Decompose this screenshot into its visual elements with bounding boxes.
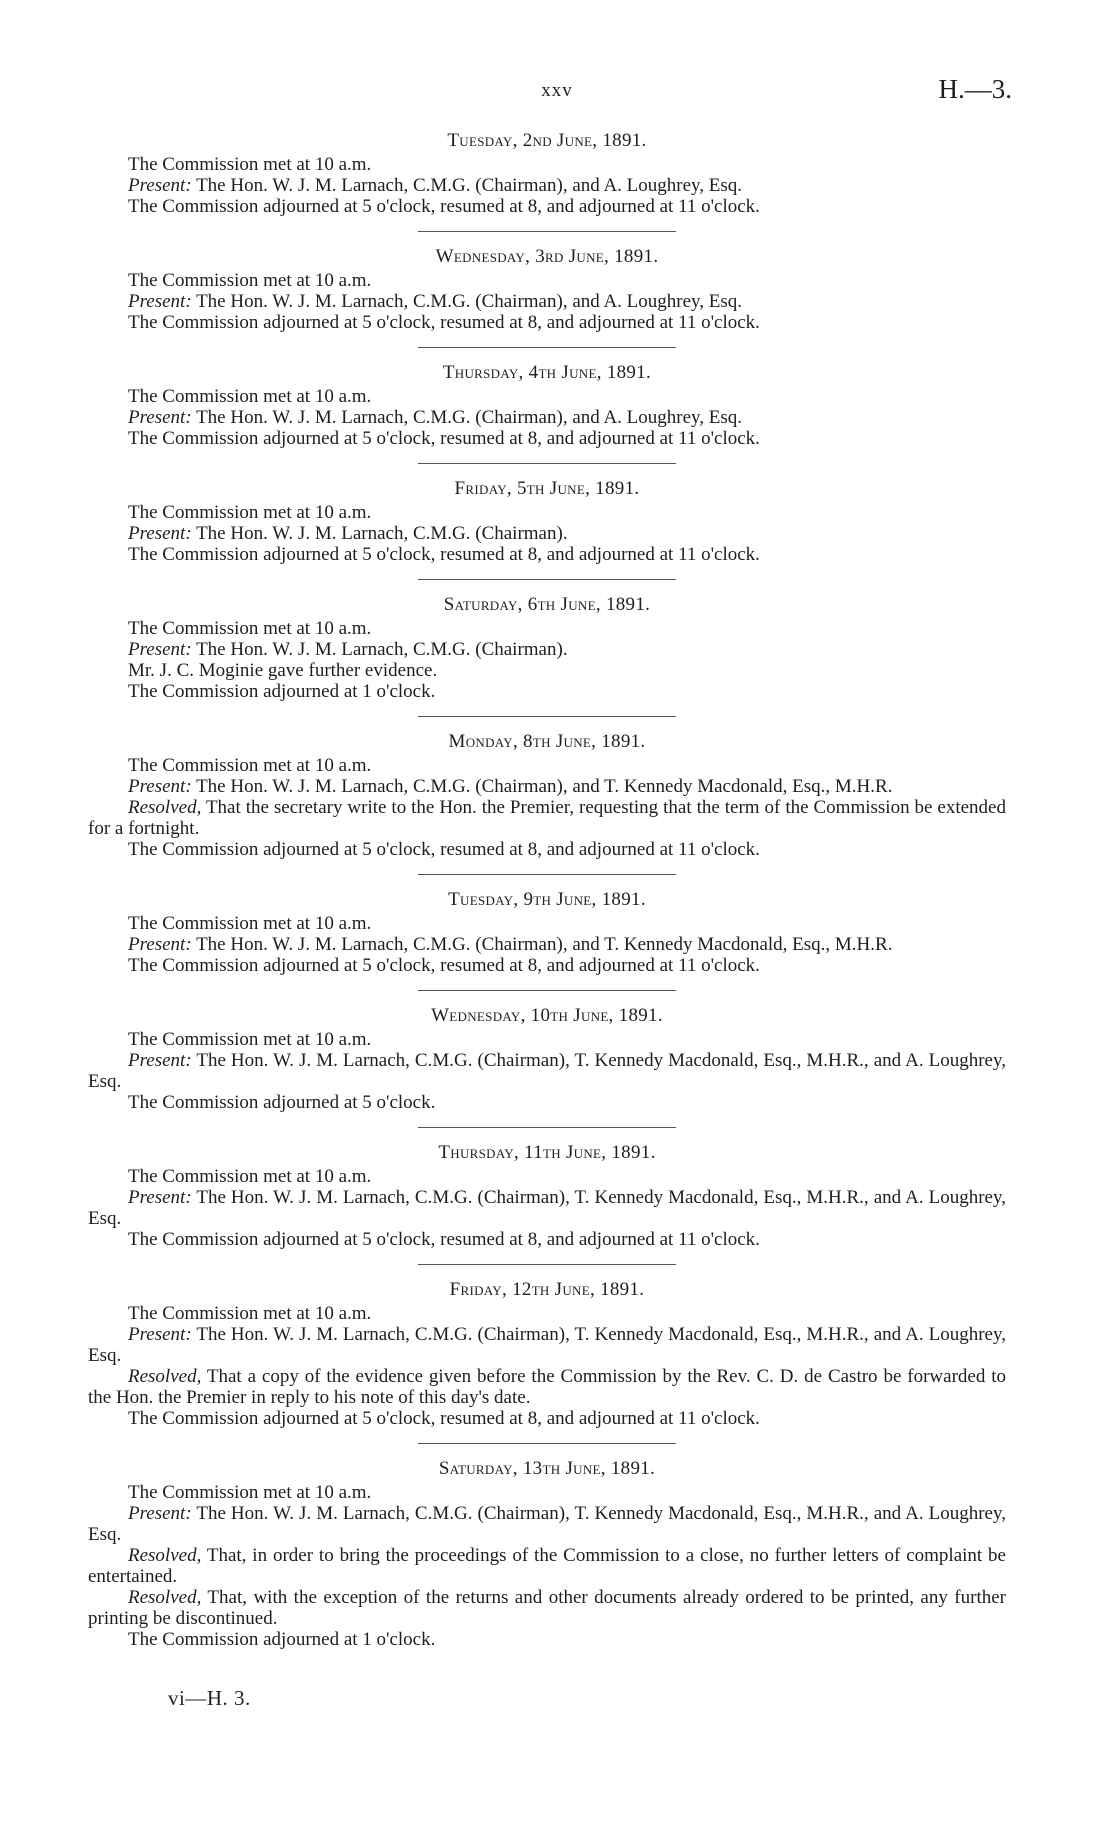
paragraph-text: The Commission met at 10 a.m. xyxy=(128,502,372,523)
paragraph-text: The Commission adjourned at 5 o'clock, resumed at 8, and adjourned at 11 o'clock. xyxy=(128,196,760,217)
paragraph-text: The Commission adjourned at 5 o'clock, resumed at 8, and adjourned at 11 o'clock. xyxy=(128,312,760,333)
paragraph-label: Resolved, xyxy=(128,797,202,818)
paragraph-label: Present: xyxy=(128,523,192,544)
minute-paragraph xyxy=(88,913,1006,934)
paragraph-text: The Hon. W. J. M. Larnach, C.M.G. (Chairman), T. Kennedy Macdonald, Esq., M.H.R., and A. Loughrey, Esq. xyxy=(88,1324,1006,1366)
meeting-date-heading: Thursday, 11th June, 1891. xyxy=(438,1142,656,1163)
minute-paragraph xyxy=(88,1029,1006,1050)
section-divider xyxy=(418,1264,676,1265)
meeting-entry xyxy=(88,1458,1006,1650)
paragraph-text: The Commission met at 10 a.m. xyxy=(128,618,372,639)
meeting-entry xyxy=(88,478,1006,565)
minute-paragraph xyxy=(88,270,1006,291)
minute-paragraph xyxy=(88,1482,1006,1503)
section-divider xyxy=(418,1127,676,1128)
paragraph-text: The Commission adjourned at 5 o'clock, resumed at 8, and adjourned at 11 o'clock. xyxy=(128,839,760,860)
minute-paragraph xyxy=(88,502,1006,523)
paragraph-text: The Commission adjourned at 5 o'clock, resumed at 8, and adjourned at 11 o'clock. xyxy=(128,955,760,976)
paragraph-label: Resolved, xyxy=(128,1587,202,1608)
meeting-date-heading: Tuesday, 2nd June, 1891. xyxy=(447,130,647,151)
paragraph-text: The Commission met at 10 a.m. xyxy=(128,386,372,407)
paragraph-text: The Hon. W. J. M. Larnach, C.M.G. (Chairman). xyxy=(191,639,568,660)
paragraph-text: That the secretary write to the Hon. the Premier, requesting that the term of the Commission be extended for a fortnight. xyxy=(88,797,1006,839)
paragraph-text: The Hon. W. J. M. Larnach, C.M.G. (Chairman), and A. Loughrey, Esq. xyxy=(191,407,743,428)
paragraph-text: The Hon. W. J. M. Larnach, C.M.G. (Chairman). xyxy=(191,523,568,544)
minute-paragraph xyxy=(88,544,1006,565)
paragraph-text: The Commission met at 10 a.m. xyxy=(128,1482,372,1503)
paragraph-text: The Hon. W. J. M. Larnach, C.M.G. (Chairman), and A. Loughrey, Esq. xyxy=(191,291,743,312)
minute-paragraph xyxy=(88,1587,1006,1629)
paragraph-label: Present: xyxy=(128,291,192,312)
meeting-entry xyxy=(88,594,1006,702)
meeting-date-heading: Thursday, 4th June, 1891. xyxy=(442,362,652,383)
minute-paragraph xyxy=(88,1303,1006,1324)
paragraph-text: The Commission met at 10 a.m. xyxy=(128,154,372,175)
meeting-entry xyxy=(88,130,1006,217)
meeting-entry xyxy=(88,1142,1006,1250)
sheet-signature: vi—H. 3. xyxy=(168,1686,251,1710)
paragraph-text: The Commission met at 10 a.m. xyxy=(128,270,372,291)
minute-paragraph xyxy=(88,175,1006,196)
paragraph-text: The Commission met at 10 a.m. xyxy=(128,1303,372,1324)
minute-paragraph xyxy=(88,428,1006,449)
minute-paragraph xyxy=(88,639,1006,660)
paragraph-text: The Hon. W. J. M. Larnach, C.M.G. (Chairman), T. Kennedy Macdonald, Esq., M.H.R., and A. Loughrey, Esq. xyxy=(88,1050,1006,1092)
paragraph-text: That a copy of the evidence given before the Commission by the Rev. C. D. de Castro be forwarded to the Hon. the Premier in reply to his note of this day's date. xyxy=(88,1366,1006,1408)
paragraph-label: Present: xyxy=(128,1324,192,1345)
minute-paragraph xyxy=(88,407,1006,428)
paragraph-text: The Hon. W. J. M. Larnach, C.M.G. (Chairman), and T. Kennedy Macdonald, Esq., M.H.R. xyxy=(191,934,893,955)
paragraph-text: The Commission adjourned at 5 o'clock, resumed at 8, and adjourned at 11 o'clock. xyxy=(128,544,760,565)
paragraph-text: The Commission adjourned at 1 o'clock. xyxy=(128,681,436,702)
meeting-entry xyxy=(88,246,1006,333)
section-divider xyxy=(418,347,676,348)
minute-paragraph xyxy=(88,1629,1006,1650)
paragraph-text: The Commission met at 10 a.m. xyxy=(128,1029,372,1050)
minute-paragraph xyxy=(88,196,1006,217)
meeting-entry xyxy=(88,362,1006,449)
meeting-entry xyxy=(88,889,1006,976)
meeting-date-heading: Wednesday, 3rd June, 1891. xyxy=(435,246,659,267)
minute-paragraph xyxy=(88,660,1006,681)
paragraph-text: The Commission met at 10 a.m. xyxy=(128,755,372,776)
paragraph-text: The Hon. W. J. M. Larnach, C.M.G. (Chairman), T. Kennedy Macdonald, Esq., M.H.R., and A. Loughrey, Esq. xyxy=(88,1503,1006,1545)
paragraph-text: Mr. J. C. Moginie gave further evidence. xyxy=(128,660,438,681)
minute-paragraph xyxy=(88,776,1006,797)
meeting-entry xyxy=(88,731,1006,860)
section-divider xyxy=(418,990,676,991)
minute-paragraph xyxy=(88,1408,1006,1429)
paragraph-text: The Hon. W. J. M. Larnach, C.M.G. (Chairman), T. Kennedy Macdonald, Esq., M.H.R., and A. Loughrey, Esq. xyxy=(88,1187,1006,1229)
document-reference: H.—3. xyxy=(938,74,1012,104)
paragraph-label: Present: xyxy=(128,776,192,797)
minutes-body xyxy=(88,130,1006,1650)
paragraph-label: Present: xyxy=(128,934,192,955)
paragraph-text: The Hon. W. J. M. Larnach, C.M.G. (Chairman), and A. Loughrey, Esq. xyxy=(191,175,743,196)
paragraph-label: Present: xyxy=(128,1187,192,1208)
meeting-entry xyxy=(88,1279,1006,1429)
minute-paragraph xyxy=(88,291,1006,312)
minute-paragraph xyxy=(88,1324,1006,1366)
paragraph-text: The Commission adjourned at 1 o'clock. xyxy=(128,1629,436,1650)
page-number: xxv xyxy=(541,80,573,101)
paragraph-text: The Commission adjourned at 5 o'clock, resumed at 8, and adjourned at 11 o'clock. xyxy=(128,1229,760,1250)
minute-paragraph xyxy=(88,1366,1006,1408)
paragraph-label: Resolved, xyxy=(128,1545,202,1566)
minute-paragraph xyxy=(88,1092,1006,1113)
minute-paragraph xyxy=(88,681,1006,702)
minute-paragraph xyxy=(88,1545,1006,1587)
minute-paragraph xyxy=(88,1229,1006,1250)
section-divider xyxy=(418,716,676,717)
minute-paragraph xyxy=(88,839,1006,860)
minute-paragraph xyxy=(88,618,1006,639)
paragraph-label: Present: xyxy=(128,407,192,428)
paragraph-text: The Commission adjourned at 5 o'clock, resumed at 8, and adjourned at 11 o'clock. xyxy=(128,1408,760,1429)
minute-paragraph xyxy=(88,755,1006,776)
section-divider xyxy=(418,579,676,580)
minute-paragraph xyxy=(88,934,1006,955)
paragraph-text: That, with the exception of the returns and other documents already ordered to be printed, any further printing be discontinued. xyxy=(88,1587,1006,1629)
paragraph-text: The Commission met at 10 a.m. xyxy=(128,1166,372,1187)
section-divider xyxy=(418,463,676,464)
paragraph-label: Present: xyxy=(128,1050,192,1071)
minute-paragraph xyxy=(88,1166,1006,1187)
meeting-entry xyxy=(88,1005,1006,1113)
section-divider xyxy=(418,874,676,875)
paragraph-text: That, in order to bring the proceedings of the Commission to a close, no further letters of complaint be entertained. xyxy=(88,1545,1006,1587)
meeting-date-heading: Friday, 12th June, 1891. xyxy=(449,1279,645,1300)
minute-paragraph xyxy=(88,1050,1006,1092)
minute-paragraph xyxy=(88,154,1006,175)
meeting-date-heading: Friday, 5th June, 1891. xyxy=(454,478,640,499)
meeting-date-heading: Monday, 8th June, 1891. xyxy=(448,731,646,752)
section-divider xyxy=(418,231,676,232)
minute-paragraph xyxy=(88,523,1006,544)
paragraph-text: The Hon. W. J. M. Larnach, C.M.G. (Chairman), and T. Kennedy Macdonald, Esq., M.H.R. xyxy=(191,776,893,797)
paragraph-text: The Commission met at 10 a.m. xyxy=(128,913,372,934)
paragraph-label: Resolved, xyxy=(128,1366,202,1387)
paragraph-label: Present: xyxy=(128,175,192,196)
minute-paragraph xyxy=(88,1187,1006,1229)
minute-paragraph xyxy=(88,386,1006,407)
paragraph-label: Present: xyxy=(128,1503,192,1524)
minute-paragraph xyxy=(88,955,1006,976)
meeting-date-heading: Wednesday, 10th June, 1891. xyxy=(431,1005,663,1026)
minute-paragraph xyxy=(88,1503,1006,1545)
meeting-date-heading: Tuesday, 9th June, 1891. xyxy=(448,889,646,910)
minute-paragraph xyxy=(88,312,1006,333)
paragraph-text: The Commission adjourned at 5 o'clock, resumed at 8, and adjourned at 11 o'clock. xyxy=(128,428,760,449)
meeting-date-heading: Saturday, 13th June, 1891. xyxy=(438,1458,656,1479)
paragraph-text: The Commission adjourned at 5 o'clock. xyxy=(128,1092,436,1113)
paragraph-label: Present: xyxy=(128,639,192,660)
section-divider xyxy=(418,1443,676,1444)
minute-paragraph xyxy=(88,797,1006,839)
meeting-date-heading: Saturday, 6th June, 1891. xyxy=(443,594,651,615)
